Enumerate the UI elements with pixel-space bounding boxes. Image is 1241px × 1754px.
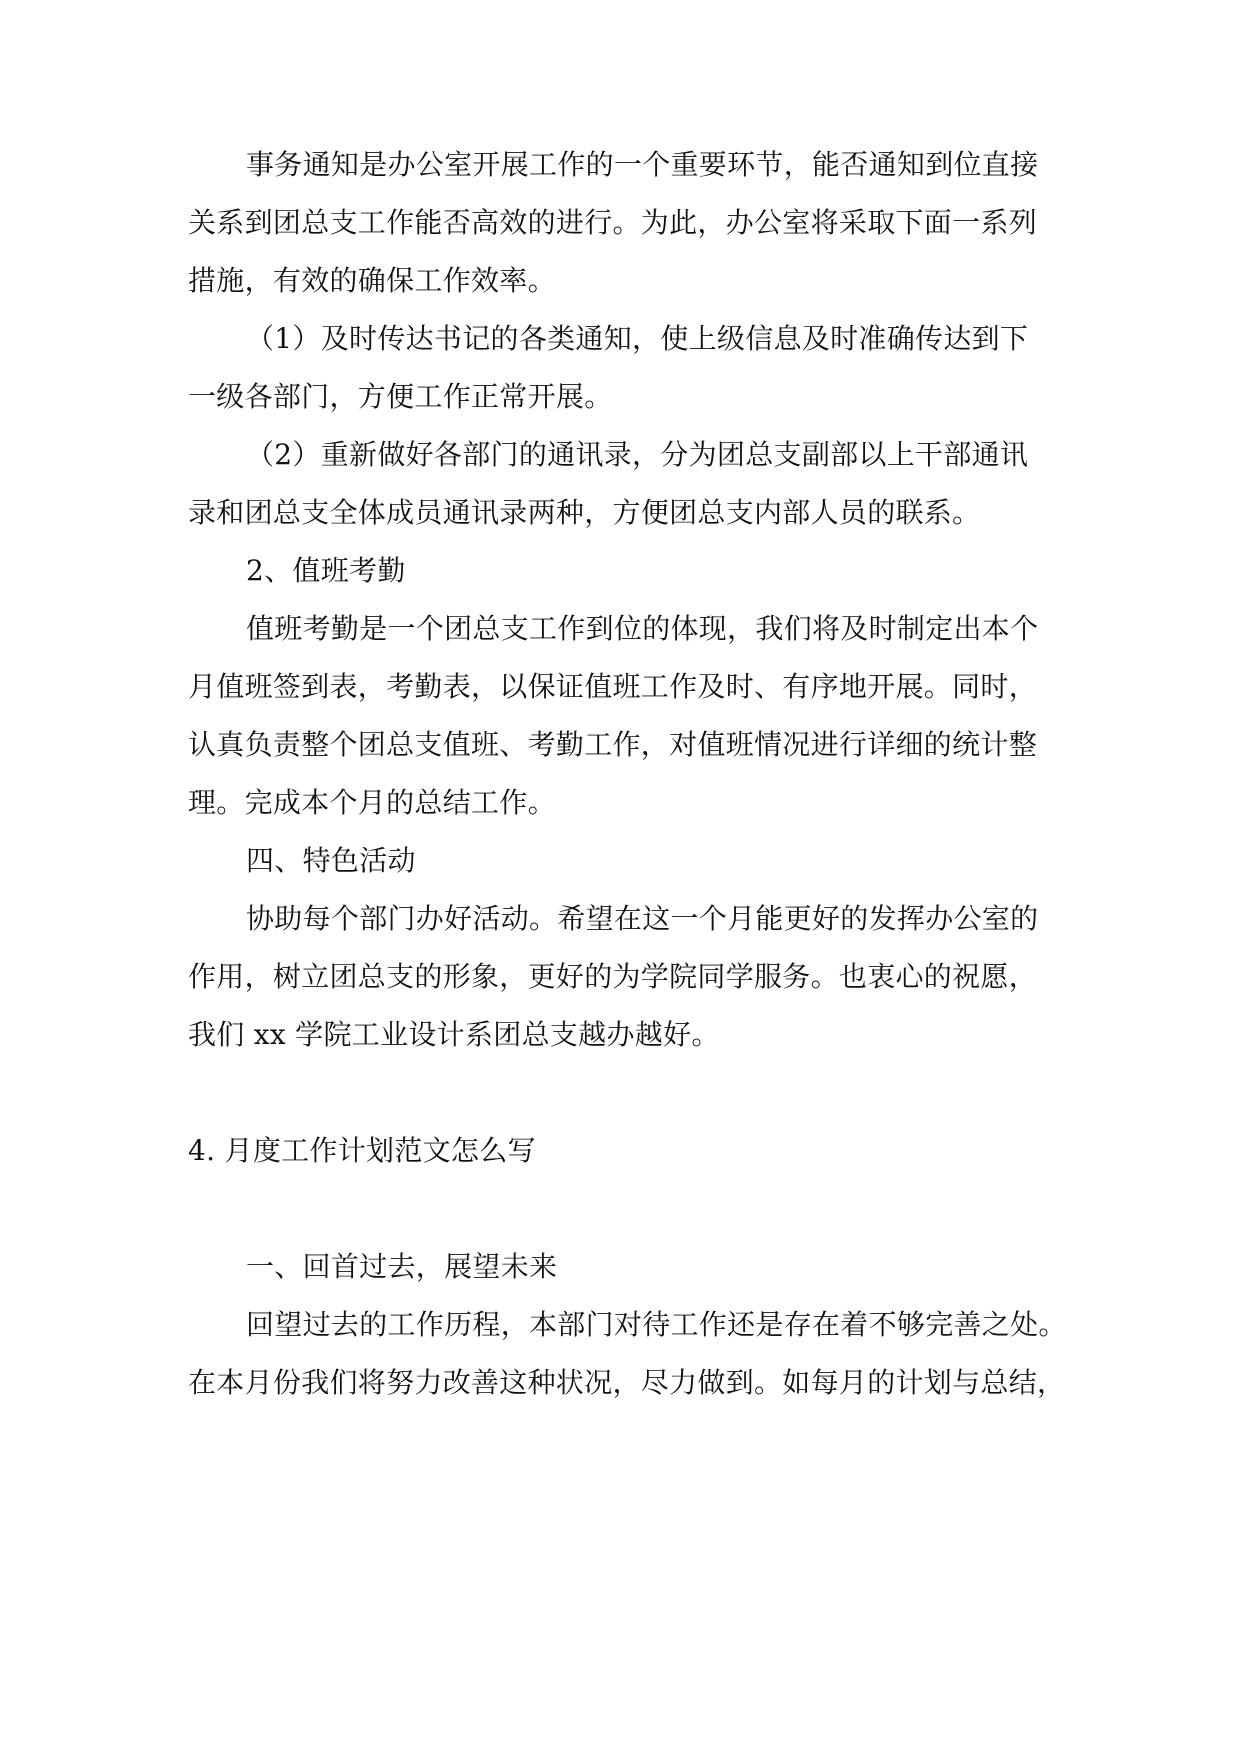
paragraph-line: 值班考勤是一个团总支工作到位的体现，我们将及时制定出本个 <box>246 612 1039 645</box>
paragraph-line: 我们 xx 学院工业设计系团总支越办越好。 <box>188 1018 720 1051</box>
paragraph-line: 作用，树立团总支的形象，更好的为学院同学服务。也衷心的祝愿， <box>188 960 1038 993</box>
list-item-line: （1）及时传达书记的各类通知，使上级信息及时准确传达到下 <box>246 322 1029 355</box>
paragraph-line: 在本月份我们将努力改善这种状况，尽力做到。如每月的计划与总结， <box>188 1366 1066 1399</box>
paragraph-line: 事务通知是办公室开展工作的一个重要环节，能否通知到位直接 <box>246 148 1039 181</box>
paragraph-line: 理。完成本个月的总结工作。 <box>188 786 556 819</box>
paragraph-line: 月值班签到表，考勤表，以保证值班工作及时、有序地开展。同时， <box>188 670 1038 703</box>
article-title: 4. 月度工作计划范文怎么写 <box>188 1134 536 1167</box>
paragraph-line: 协助每个部门办好活动。希望在这一个月能更好的发挥办公室的 <box>246 902 1039 935</box>
list-item-line: 录和团总支全体成员通讯录两种，方便团总支内部人员的联系。 <box>188 496 981 529</box>
paragraph-line: 回望过去的工作历程，本部门对待工作还是存在着不够完善之处。 <box>246 1308 1067 1341</box>
section-heading: 四、特色活动 <box>246 844 416 877</box>
section-heading: 一、回首过去，展望未来 <box>246 1250 558 1283</box>
list-item-line: （2）重新做好各部门的通讯录，分为团总支副部以上干部通讯 <box>246 438 1029 471</box>
paragraph-line: 认真负责整个团总支值班、考勤工作，对值班情况进行详细的统计整 <box>188 728 1038 761</box>
paragraph-line: 关系到团总支工作能否高效的进行。为此，办公室将采取下面一系列 <box>188 206 1038 239</box>
section-heading: 2、值班考勤 <box>246 554 406 587</box>
paragraph-line: 措施，有效的确保工作效率。 <box>188 264 556 297</box>
list-item-line: 一级各部门，方便工作正常开展。 <box>188 380 613 413</box>
